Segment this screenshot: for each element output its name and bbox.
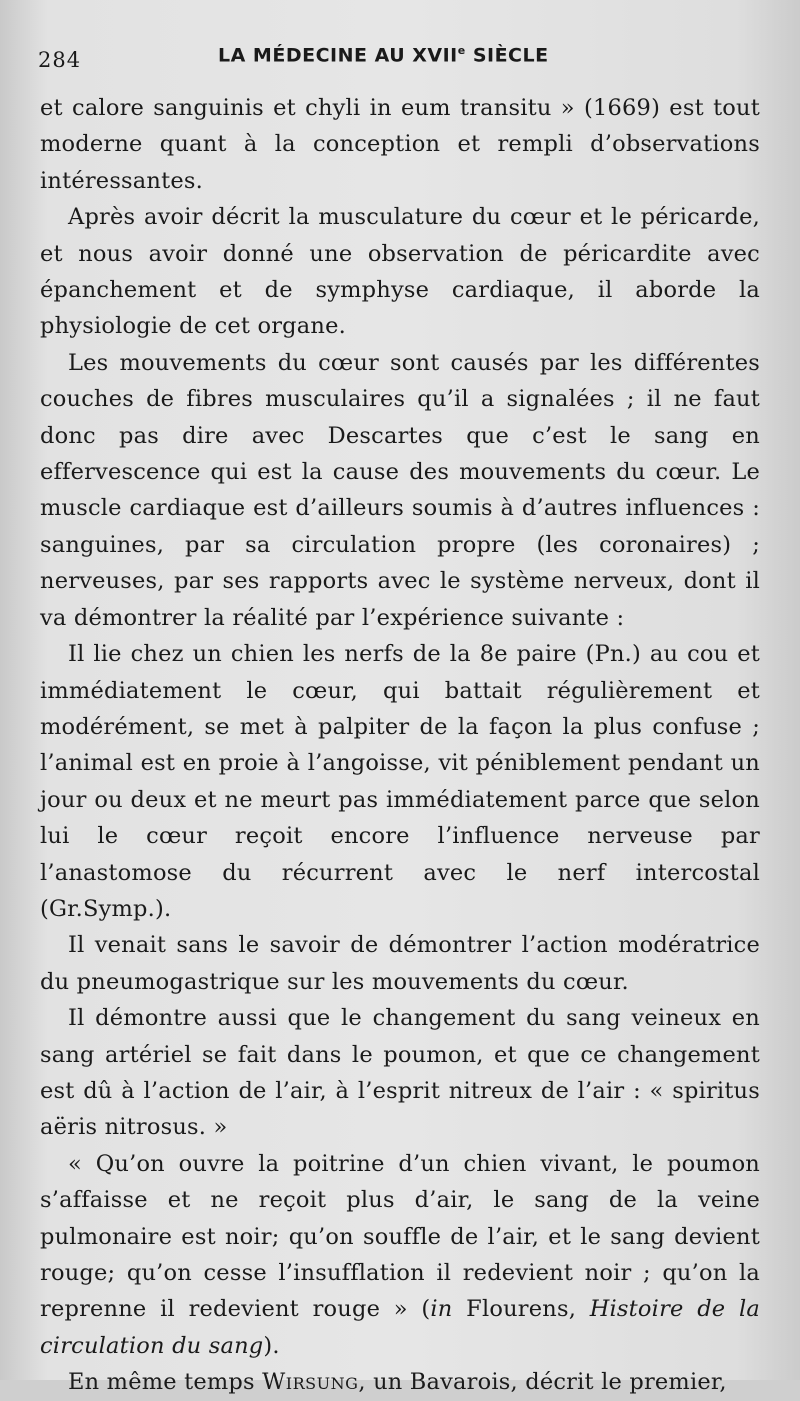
running-title [218, 44, 549, 66]
body-text [40, 90, 760, 1401]
paragraph-8-start: En même temps [68, 1369, 263, 1396]
running-title-main: LA MÉDECINE AU XVII [218, 44, 458, 67]
paragraph-3: Les mouvements du cœur sont causés par les différentes couches de fibres musculaires qu’il a signalées ; il ne faut donc pas dire avec Descartes que c’est le sang en effervescence qui est la cause des mouvements du cœur. Le muscle cardiaque est d’ailleurs soumis à d’autres influences : sanguines, par sa circulation propre (les coronaires) ; nerveuses, par ses rapports avec le système nerveux, dont il va démontrer la réalité par l’expérience suivante : [40, 349, 760, 631]
citation-title: Histoire de la circulation du sang [40, 1296, 760, 1359]
paragraph-6: Il démontre aussi que le changement du sang veineux en sang artériel se fait dans le poumon, et que ce changement est dû à l’action de l’air, à l’esprit nitreux de l’air : « spiritus aëris nitrosus. » [40, 1005, 760, 1141]
citation-author: Flourens, [452, 1296, 590, 1323]
page-header [38, 40, 760, 76]
paragraph-7 [40, 1146, 760, 1364]
paragraph-5: Il venait sans le savoir de démontrer l’action modératrice du pneumogastrique sur les mouvements du cœur. [40, 932, 760, 995]
running-title-end: SIÈCLE [465, 44, 549, 67]
quote-text: « Qu’on ouvre la poitrine d’un chien vivant, le poumon s’affaisse et ne reçoit plus d’air, le sang de la veine pulmonaire est noir; qu’on souffle de l’air, et le sang devient rouge; qu’on cesse l’insufflation il redevient noir ; qu’on la reprenne il redevient rouge » ( [40, 1150, 760, 1323]
paragraph-4: Il lie chez un chien les nerfs de la 8e paire (Pn.) au cou et immédiatement le cœur, qui battait régulièrement et modérément, se met à palpiter de la façon la plus confuse ; l’animal est en proie à l’angoisse, vit péniblement pendant un jour ou deux et ne meurt pas immédiatement parce que selon lui le cœur reçoit encore l’influence nerveuse par l’anastomose du récurrent avec le nerf intercostal (Gr.Symp.). [40, 641, 760, 922]
citation-end: ). [263, 1332, 280, 1359]
paragraph-8-end: , un Bavarois, décrit le premier, [358, 1369, 727, 1396]
citation-in: in [430, 1296, 453, 1323]
running-title-superscript: e [457, 44, 466, 57]
paragraph-1: et calore sanguinis et chyli in eum transitu » (1669) est tout moderne quant à la conception et rempli d’observations intéressantes. [40, 95, 760, 194]
page-number: 284 [38, 48, 82, 72]
paragraph-2: Après avoir décrit la musculature du cœur et le péricarde, et nous avoir donné une observation de péricardite avec épanchement et de symphyse cardiaque, il aborde la physiologie de cet organe. [40, 204, 760, 340]
paragraph-8 [40, 1364, 760, 1400]
person-name: Wirsung [262, 1369, 359, 1396]
